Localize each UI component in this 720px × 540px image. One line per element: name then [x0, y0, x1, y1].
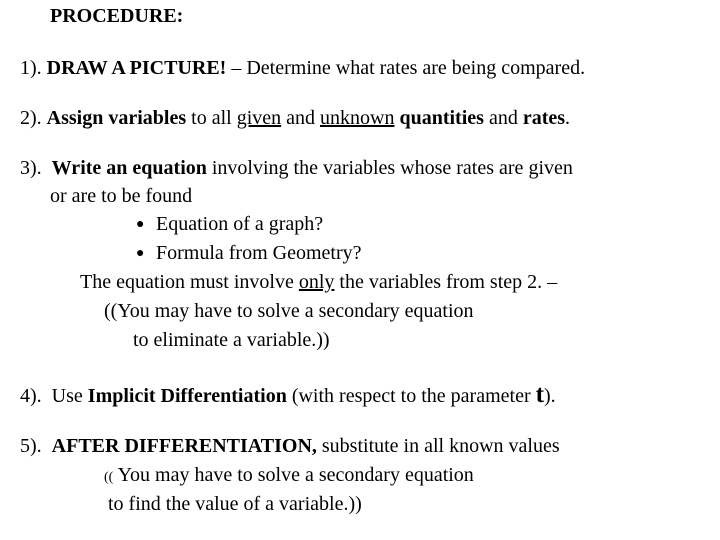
step-2-text: to all — [186, 107, 237, 129]
step-2-unknown: unknown — [320, 107, 395, 129]
step-2-bold-text: Assign variables — [46, 107, 187, 129]
step-3-note — [80, 272, 557, 292]
step-4-text-a: Use — [51, 385, 88, 407]
note-only: only — [298, 271, 335, 293]
step-2 — [20, 108, 570, 128]
step-3-parenthetical-1: ((You may have to solve a secondary equation — [104, 300, 474, 322]
step-2-given: given — [236, 107, 282, 129]
step-5-text: substitute in all known values — [316, 435, 560, 457]
step-5-parenthetical-1 — [104, 465, 474, 485]
step-2-and-2: and — [483, 107, 523, 129]
step-3-continuation: or are to be found — [50, 185, 193, 207]
step-3-parenthetical-2: to eliminate a variable.)) — [133, 329, 330, 351]
bullet-icon: ● — [136, 217, 145, 232]
step-4-number: 4). — [20, 385, 42, 407]
step-2-quantities: quantities — [399, 107, 484, 129]
step-3-text: involving the variables whose rates are given — [206, 157, 573, 179]
step-1-bold-text: DRAW A PICTURE! — [46, 57, 227, 79]
note-text-a: The equation must involve — [80, 271, 299, 293]
step-5-parenthetical-2: to find the value of a variable.)) — [108, 493, 362, 515]
step-4-bold-text: Implicit Differentiation — [87, 385, 287, 407]
step-5-paren-text-1: You may have to solve a secondary equation — [113, 464, 474, 486]
page-title: PROCEDURE: — [50, 5, 184, 27]
step-4-text-c: ). — [543, 385, 556, 407]
step-5-paren-open: (( — [104, 470, 114, 485]
bullet-1-text: Equation of a graph? — [156, 213, 324, 235]
step-3-bold-text: Write an equation — [51, 157, 207, 179]
step-1-text: – Determine what rates are being compared. — [226, 57, 586, 79]
step-3-number: 3). — [20, 157, 42, 179]
bullet-2-text: Formula from Geometry? — [156, 242, 362, 264]
step-4 — [20, 382, 556, 407]
step-2-number: 2). — [20, 107, 42, 129]
step-4-text-b: (with respect to the parameter — [286, 385, 536, 407]
step-1-number: 1). — [20, 57, 42, 79]
step-2-and: and — [281, 107, 321, 129]
step-3 — [20, 158, 573, 178]
step-2-period: . — [565, 107, 571, 129]
step-4-parameter: t — [535, 381, 544, 408]
step-2-rates: rates — [522, 107, 566, 129]
step-3-bullet-1 — [136, 214, 323, 234]
step-1 — [20, 58, 585, 78]
step-5-number: 5). — [20, 435, 42, 457]
note-text-b: the variables from step 2. – — [334, 271, 558, 293]
step-5 — [20, 436, 560, 456]
step-3-bullet-2 — [136, 243, 362, 263]
bullet-icon: ● — [136, 246, 145, 261]
step-5-bold-text: AFTER DIFFERENTIATION, — [51, 435, 317, 457]
